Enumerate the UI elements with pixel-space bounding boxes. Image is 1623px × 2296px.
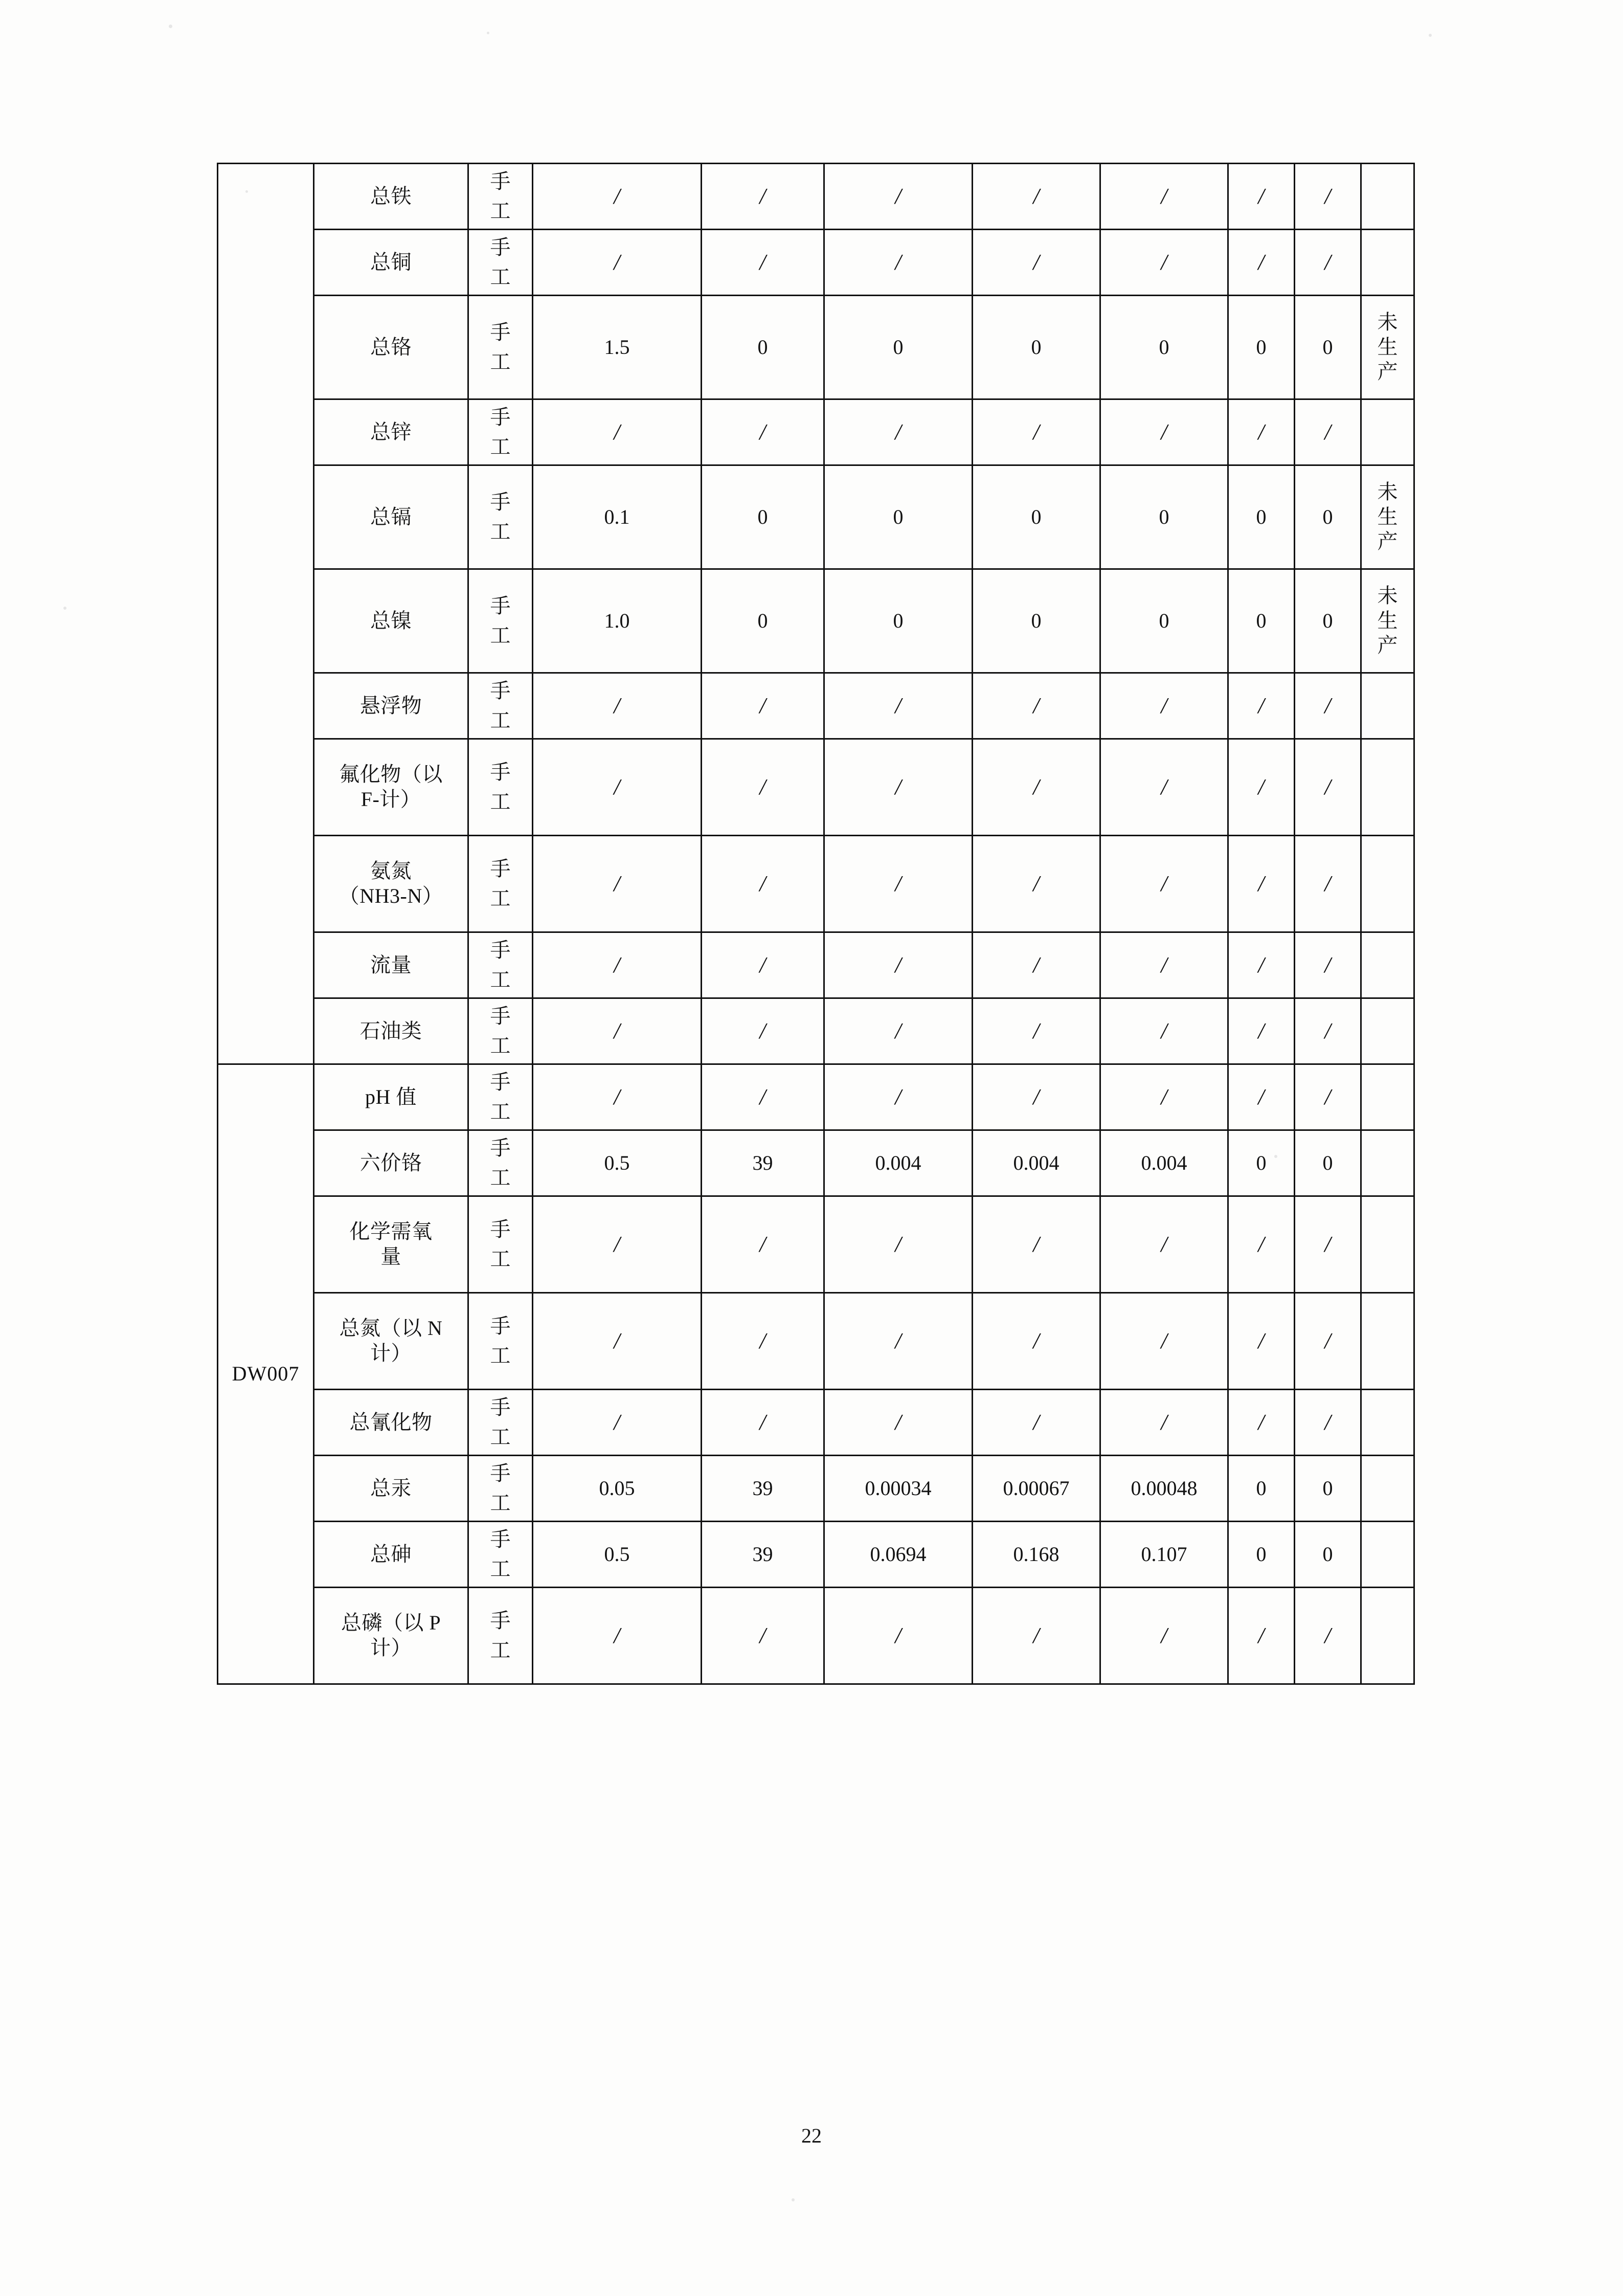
pollutant-name-line: 总汞 <box>370 1476 412 1500</box>
method-char: 工 <box>490 350 511 373</box>
data-value-cell: / <box>1295 998 1361 1064</box>
data-value-cell: 0 <box>1100 296 1228 399</box>
data-value-cell: / <box>1228 1293 1295 1390</box>
data-value-cell: 0 <box>973 465 1100 569</box>
data-value-cell: 0.004 <box>1100 1130 1228 1196</box>
pollutant-name-line: 总铜 <box>370 250 412 274</box>
pollutant-name-line: 总氮（以 N <box>339 1317 443 1340</box>
pollutant-name-line: 氟化物（以 <box>339 763 443 786</box>
data-value-cell: / <box>1100 164 1228 230</box>
pollutant-name-line: 计） <box>370 1636 412 1659</box>
data-value-cell: 0 <box>1228 465 1295 569</box>
table-row <box>218 1064 1414 1130</box>
data-value-cell: / <box>533 1064 702 1130</box>
data-value-cell: / <box>824 399 973 465</box>
table-row <box>218 673 1414 739</box>
data-value-cell: / <box>1100 1293 1228 1390</box>
data-value-cell: 0.05 <box>533 1456 702 1522</box>
data-value-cell: / <box>973 739 1100 836</box>
data-value-cell: / <box>973 673 1100 739</box>
data-value-cell: / <box>1100 739 1228 836</box>
pollutant-name-line: 计） <box>370 1342 412 1365</box>
data-value-cell: / <box>1100 1196 1228 1293</box>
method-char: 工 <box>490 1491 511 1514</box>
data-value-cell: / <box>702 1293 824 1390</box>
note-cell <box>1361 230 1414 296</box>
method-char: 手 <box>490 321 511 344</box>
data-value-cell: / <box>1228 1196 1295 1293</box>
data-value-cell: / <box>533 399 702 465</box>
table-row <box>218 836 1414 932</box>
data-value-cell: / <box>702 1390 824 1456</box>
data-value-cell: / <box>973 164 1100 230</box>
pollutant-name-cell <box>314 465 468 569</box>
note-cell <box>1361 1390 1414 1456</box>
note-char: 生 <box>1377 609 1398 632</box>
data-value-cell: 0.00034 <box>824 1456 973 1522</box>
note-cell <box>1361 1130 1414 1196</box>
data-value-cell: / <box>533 998 702 1064</box>
pollutant-name-cell <box>314 164 468 230</box>
note-cell <box>1361 1588 1414 1684</box>
note-char: 产 <box>1377 530 1398 553</box>
method-char: 工 <box>490 1034 511 1057</box>
note-cell <box>1361 164 1414 230</box>
pollutant-name-line: F-计） <box>360 788 421 811</box>
data-value-cell: 0.107 <box>1100 1522 1228 1588</box>
data-value-cell: / <box>1228 739 1295 836</box>
pollutant-name-line: 量 <box>380 1245 401 1268</box>
data-value-cell: / <box>1228 836 1295 932</box>
data-value-cell: / <box>533 1293 702 1390</box>
measurement-method-cell <box>468 1588 533 1684</box>
data-value-cell: 0.5 <box>533 1522 702 1588</box>
note-cell <box>1361 1064 1414 1130</box>
table-row <box>218 1522 1414 1588</box>
data-value-cell: 1.0 <box>533 569 702 673</box>
data-value-cell: 0 <box>824 465 973 569</box>
data-value-cell: / <box>1295 164 1361 230</box>
pollutant-name-cell <box>314 836 468 932</box>
outlet-id-cell: DW007 <box>218 1064 314 1684</box>
data-value-cell: / <box>1228 230 1295 296</box>
data-value-cell: / <box>1295 932 1361 998</box>
data-value-cell: / <box>824 932 973 998</box>
data-value-cell: / <box>1295 1064 1361 1130</box>
table-row <box>218 230 1414 296</box>
pollutant-name-cell <box>314 1390 468 1456</box>
pollutant-name-cell <box>314 998 468 1064</box>
data-value-cell: 0 <box>1295 296 1361 399</box>
note-char: 未 <box>1377 480 1398 503</box>
data-value-cell: / <box>533 932 702 998</box>
data-value-cell: / <box>702 1588 824 1684</box>
method-char: 工 <box>490 1425 511 1448</box>
measurement-method-cell <box>468 836 533 932</box>
data-value-cell: / <box>1295 673 1361 739</box>
table-body <box>218 164 1414 1684</box>
note-cell <box>1361 1456 1414 1522</box>
data-value-cell: 0 <box>1228 296 1295 399</box>
method-char: 工 <box>490 1344 511 1367</box>
pollutant-name-cell <box>314 932 468 998</box>
method-char: 工 <box>490 1557 511 1580</box>
note-cell <box>1361 836 1414 932</box>
pollutant-name-line: 总砷 <box>370 1542 412 1566</box>
data-value-cell: / <box>824 164 973 230</box>
data-value-cell: / <box>702 230 824 296</box>
data-value-cell: / <box>973 932 1100 998</box>
pollutant-name-line: 总氰化物 <box>349 1410 433 1434</box>
note-char: 产 <box>1377 360 1398 384</box>
table-row <box>218 1293 1414 1390</box>
data-value-cell: / <box>973 998 1100 1064</box>
method-char: 工 <box>490 1639 511 1662</box>
pollutant-name-line: 总铁 <box>370 184 412 208</box>
data-value-cell: / <box>702 932 824 998</box>
data-value-cell: 0 <box>824 569 973 673</box>
data-value-cell: / <box>533 673 702 739</box>
note-cell <box>1361 998 1414 1064</box>
table-row <box>218 1456 1414 1522</box>
data-value-cell: 0 <box>1100 465 1228 569</box>
data-value-cell: / <box>824 1064 973 1130</box>
measurement-method-cell <box>468 1196 533 1293</box>
method-char: 工 <box>490 887 511 910</box>
data-value-cell: 39 <box>702 1130 824 1196</box>
note-char: 未 <box>1377 584 1398 607</box>
data-value-cell: 0.168 <box>973 1522 1100 1588</box>
data-value-cell: / <box>973 836 1100 932</box>
note-cell <box>1361 465 1414 569</box>
note-char: 产 <box>1377 634 1398 657</box>
pollutant-name-cell <box>314 1522 468 1588</box>
pollutant-name-cell <box>314 1064 468 1130</box>
data-value-cell: 0 <box>702 296 824 399</box>
method-char: 手 <box>490 1609 511 1632</box>
data-value-cell: / <box>702 836 824 932</box>
data-value-cell: 1.5 <box>533 296 702 399</box>
data-value-cell: 0 <box>1295 1522 1361 1588</box>
note-char: 未 <box>1377 310 1398 333</box>
data-value-cell: / <box>973 1588 1100 1684</box>
data-value-cell: / <box>533 739 702 836</box>
data-value-cell: / <box>702 1064 824 1130</box>
note-cell <box>1361 1293 1414 1390</box>
data-value-cell: / <box>973 230 1100 296</box>
scan-speck <box>487 32 489 34</box>
data-value-cell: / <box>973 1196 1100 1293</box>
data-value-cell: / <box>1228 399 1295 465</box>
data-value-cell: / <box>1295 1293 1361 1390</box>
data-value-cell: / <box>702 673 824 739</box>
data-value-cell: / <box>533 164 702 230</box>
method-char: 手 <box>490 406 511 429</box>
method-char: 工 <box>490 1247 511 1270</box>
pollutant-name-line: 总铬 <box>370 335 412 359</box>
data-value-cell: / <box>824 836 973 932</box>
method-char: 手 <box>490 1314 511 1338</box>
method-char: 工 <box>490 520 511 543</box>
table-row <box>218 164 1414 230</box>
data-value-cell: / <box>1100 998 1228 1064</box>
data-value-cell: / <box>1100 399 1228 465</box>
pollutant-name-cell <box>314 1293 468 1390</box>
scan-speck <box>169 25 172 28</box>
pollutant-name-line: 六价铬 <box>359 1151 422 1174</box>
pollutant-name-cell <box>314 1196 468 1293</box>
data-value-cell: / <box>1295 1588 1361 1684</box>
measurement-method-cell <box>468 1456 533 1522</box>
data-value-cell: 0 <box>1228 569 1295 673</box>
pollutant-name-cell <box>314 399 468 465</box>
method-char: 工 <box>490 1166 511 1189</box>
measurement-method-cell <box>468 296 533 399</box>
pollutant-monitoring-table <box>217 163 1415 1685</box>
pollutant-name-line: 氨氮 <box>370 859 412 883</box>
data-value-cell: 0.004 <box>973 1130 1100 1196</box>
data-value-cell: / <box>1100 836 1228 932</box>
note-char: 生 <box>1377 335 1398 359</box>
pollutant-name-cell <box>314 296 468 399</box>
data-value-cell: / <box>824 230 973 296</box>
data-value-cell: / <box>1295 739 1361 836</box>
pollutant-name-line: 总镉 <box>370 505 412 528</box>
data-value-cell: / <box>533 1588 702 1684</box>
measurement-method-cell <box>468 164 533 230</box>
note-cell <box>1361 399 1414 465</box>
method-char: 工 <box>490 790 511 813</box>
data-value-cell: / <box>824 1390 973 1456</box>
measurement-method-cell <box>468 932 533 998</box>
data-value-cell: / <box>533 1196 702 1293</box>
data-value-cell: / <box>533 230 702 296</box>
data-value-cell: 0.00067 <box>973 1456 1100 1522</box>
method-char: 工 <box>490 624 511 647</box>
pollutant-name-cell <box>314 1130 468 1196</box>
data-value-cell: 0 <box>824 296 973 399</box>
data-value-cell: 0 <box>1228 1522 1295 1588</box>
method-char: 手 <box>490 170 511 193</box>
measurement-method-cell <box>468 739 533 836</box>
note-cell <box>1361 1196 1414 1293</box>
data-value-cell: 0 <box>1295 465 1361 569</box>
data-value-cell: / <box>1295 399 1361 465</box>
method-char: 工 <box>490 199 511 222</box>
data-value-cell: / <box>702 1196 824 1293</box>
data-value-cell: / <box>1295 836 1361 932</box>
data-value-cell: / <box>1295 1196 1361 1293</box>
data-value-cell: 0.0694 <box>824 1522 973 1588</box>
method-char: 手 <box>490 236 511 259</box>
data-value-cell: 0 <box>1295 1456 1361 1522</box>
data-value-cell: / <box>1228 1588 1295 1684</box>
data-value-cell: / <box>702 739 824 836</box>
method-char: 手 <box>490 1136 511 1160</box>
data-value-cell: / <box>1295 230 1361 296</box>
data-value-cell: / <box>1100 673 1228 739</box>
table-row <box>218 932 1414 998</box>
note-cell <box>1361 739 1414 836</box>
note-cell <box>1361 296 1414 399</box>
pollutant-name-line: 化学需氧 <box>349 1220 433 1243</box>
table-row <box>218 569 1414 673</box>
data-value-cell: 0 <box>1100 569 1228 673</box>
data-value-cell: / <box>1100 1588 1228 1684</box>
data-value-cell: 0.5 <box>533 1130 702 1196</box>
pollutant-name-cell <box>314 230 468 296</box>
data-value-cell: / <box>824 1588 973 1684</box>
measurement-method-cell <box>468 1522 533 1588</box>
data-value-cell: / <box>1100 230 1228 296</box>
data-value-cell: / <box>1100 1390 1228 1456</box>
data-value-cell: / <box>702 399 824 465</box>
data-value-cell: 39 <box>702 1522 824 1588</box>
pollutant-name-line: pH 值 <box>365 1085 417 1108</box>
data-value-cell: / <box>824 739 973 836</box>
data-value-cell: / <box>702 998 824 1064</box>
table-row <box>218 1588 1414 1684</box>
method-char: 手 <box>490 491 511 514</box>
scan-speck <box>63 607 66 610</box>
method-char: 手 <box>490 1462 511 1485</box>
data-value-cell: 0.00048 <box>1100 1456 1228 1522</box>
table-row <box>218 998 1414 1064</box>
method-char: 手 <box>490 1218 511 1241</box>
pollutant-name-line: （NH3-N） <box>339 884 443 907</box>
data-value-cell: / <box>973 1293 1100 1390</box>
table-row <box>218 1196 1414 1293</box>
note-cell <box>1361 673 1414 739</box>
data-value-cell: / <box>824 673 973 739</box>
data-value-cell: / <box>824 1196 973 1293</box>
measurement-method-cell <box>468 1130 533 1196</box>
data-value-cell: / <box>973 1390 1100 1456</box>
data-value-cell: 0 <box>1295 569 1361 673</box>
measurement-method-cell <box>468 673 533 739</box>
note-cell <box>1361 569 1414 673</box>
method-char: 手 <box>490 1396 511 1419</box>
note-char: 生 <box>1377 505 1398 528</box>
data-value-cell: 0 <box>1228 1456 1295 1522</box>
pollutant-name-line: 流量 <box>370 953 412 976</box>
pollutant-name-line: 石油类 <box>359 1019 422 1042</box>
data-value-cell: / <box>973 1064 1100 1130</box>
method-char: 工 <box>490 435 511 458</box>
table-row <box>218 296 1414 399</box>
data-value-cell: / <box>973 399 1100 465</box>
data-value-cell: 0 <box>1295 1130 1361 1196</box>
table-row <box>218 399 1414 465</box>
data-value-cell: / <box>1100 932 1228 998</box>
outlet-id-cell <box>218 164 314 1064</box>
table-row <box>218 1130 1414 1196</box>
data-value-cell: / <box>533 1390 702 1456</box>
data-value-cell: / <box>1100 1064 1228 1130</box>
data-value-cell: 0.1 <box>533 465 702 569</box>
method-char: 手 <box>490 857 511 880</box>
table-row <box>218 465 1414 569</box>
data-value-cell: / <box>1228 1390 1295 1456</box>
measurement-method-cell <box>468 465 533 569</box>
data-value-cell: / <box>1295 1390 1361 1456</box>
data-value-cell: / <box>824 1293 973 1390</box>
method-char: 工 <box>490 265 511 288</box>
data-value-cell: / <box>1228 673 1295 739</box>
scan-speck <box>1429 34 1432 37</box>
pollutant-name-line: 总镍 <box>370 609 412 632</box>
method-char: 工 <box>490 709 511 732</box>
data-value-cell: 0 <box>973 296 1100 399</box>
pollutant-name-cell <box>314 673 468 739</box>
data-value-cell: 0 <box>702 465 824 569</box>
note-cell <box>1361 932 1414 998</box>
data-value-cell: / <box>702 164 824 230</box>
pollutant-name-cell <box>314 739 468 836</box>
data-value-cell: 0 <box>702 569 824 673</box>
pollutant-name-cell <box>314 1456 468 1522</box>
method-char: 手 <box>490 939 511 962</box>
data-value-cell: 0 <box>1228 1130 1295 1196</box>
pollutant-name-cell <box>314 569 468 673</box>
method-char: 手 <box>490 1071 511 1094</box>
pollutant-name-line: 总锌 <box>370 420 412 443</box>
table-row <box>218 739 1414 836</box>
method-char: 手 <box>490 761 511 784</box>
measurement-method-cell <box>468 569 533 673</box>
data-value-cell: 0.004 <box>824 1130 973 1196</box>
pollutant-name-line: 悬浮物 <box>359 694 422 717</box>
measurement-method-cell <box>468 998 533 1064</box>
scan-speck <box>792 2198 795 2201</box>
data-value-cell: / <box>1228 932 1295 998</box>
page-number: 22 <box>801 2124 822 2147</box>
measurement-method-cell <box>468 1390 533 1456</box>
data-value-cell: / <box>1228 998 1295 1064</box>
data-value-cell: / <box>824 998 973 1064</box>
measurement-method-cell <box>468 399 533 465</box>
method-char: 工 <box>490 968 511 991</box>
table-row <box>218 1390 1414 1456</box>
method-char: 手 <box>490 1005 511 1028</box>
data-value-cell: 39 <box>702 1456 824 1522</box>
measurement-method-cell <box>468 230 533 296</box>
pollutant-monitoring-table-wrapper <box>217 163 1408 1685</box>
pollutant-name-cell <box>314 1588 468 1684</box>
data-value-cell: / <box>1228 164 1295 230</box>
data-value-cell: / <box>533 836 702 932</box>
data-value-cell: / <box>1228 1064 1295 1130</box>
method-char: 工 <box>490 1100 511 1123</box>
measurement-method-cell <box>468 1064 533 1130</box>
pollutant-name-line: 总磷（以 P <box>341 1611 441 1635</box>
method-char: 手 <box>490 594 511 617</box>
note-cell <box>1361 1522 1414 1588</box>
method-char: 手 <box>490 679 511 702</box>
measurement-method-cell <box>468 1293 533 1390</box>
method-char: 手 <box>490 1528 511 1551</box>
data-value-cell: 0 <box>973 569 1100 673</box>
